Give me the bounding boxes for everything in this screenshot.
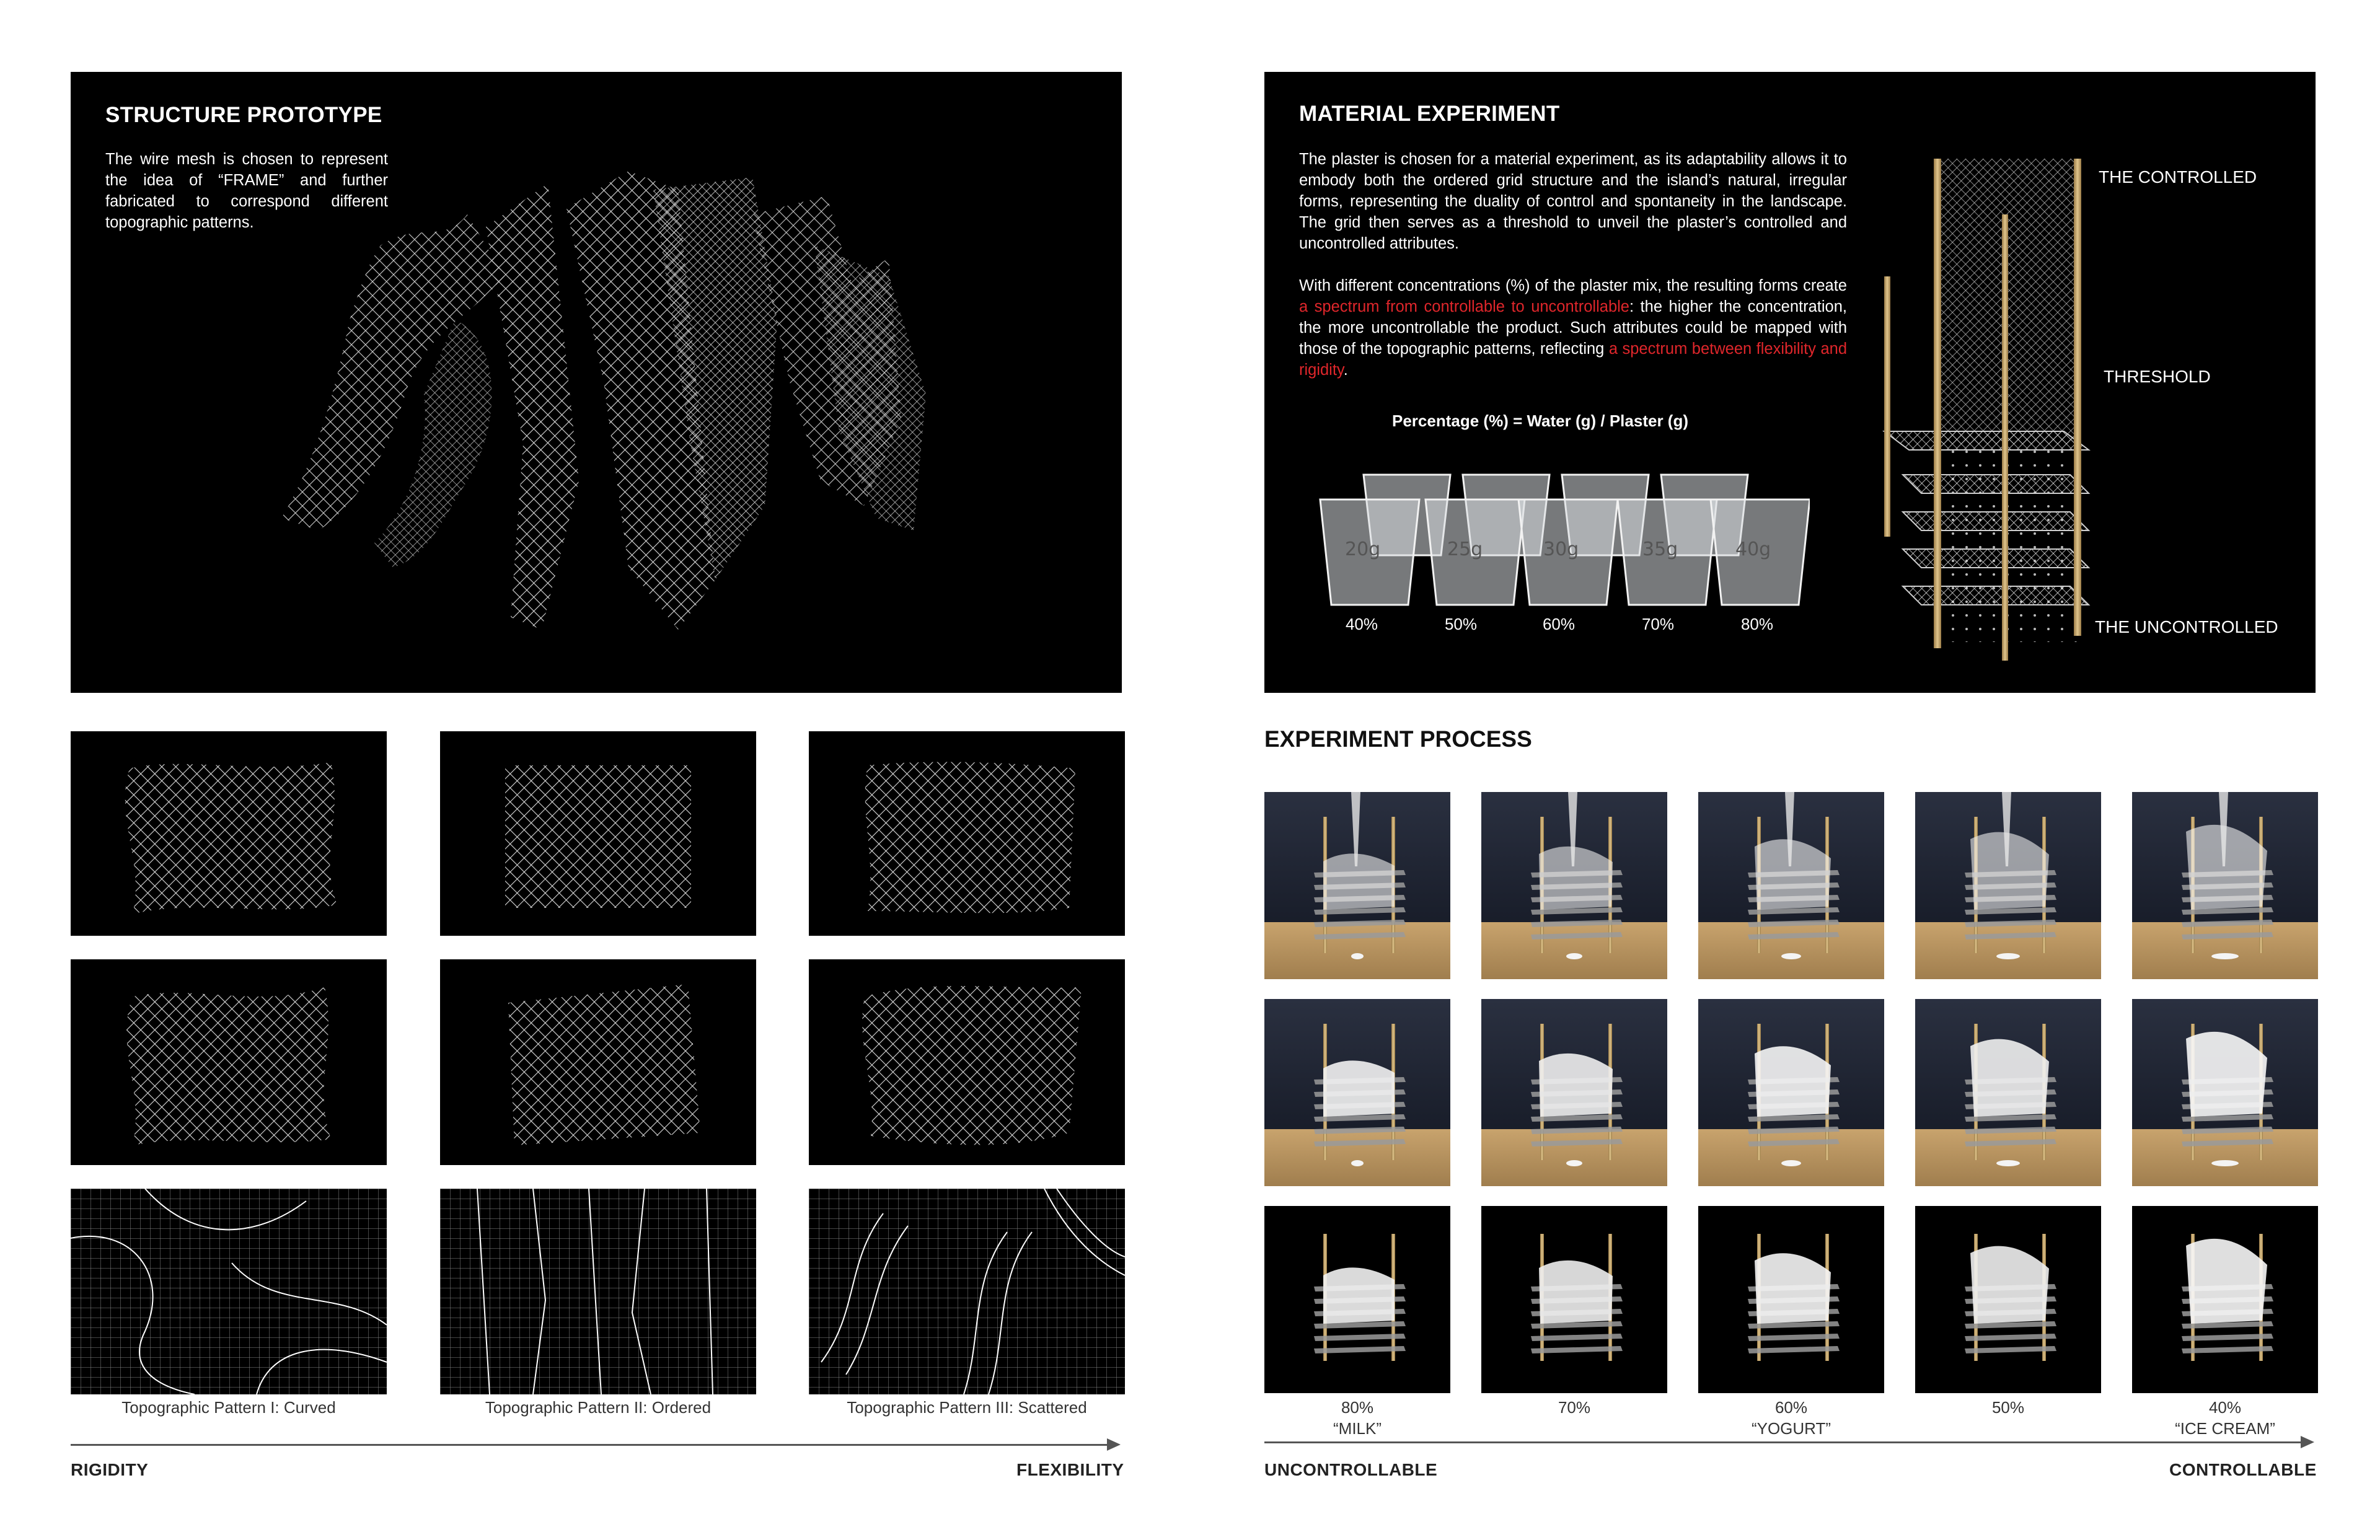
para2-text-c: . bbox=[1343, 361, 1348, 379]
cup-label-50: 50% bbox=[1444, 615, 1478, 633]
para2-text-a: With different concentrations (%) of the plaster mix, the resulting forms create bbox=[1299, 277, 1847, 294]
pattern-scattered-mesh-photo-2 bbox=[809, 959, 1125, 1165]
experiment-process-title: EXPERIMENT PROCESS bbox=[1264, 726, 1532, 752]
label-the-uncontrolled: THE UNCONTROLLED bbox=[2095, 617, 2278, 636]
pattern-ordered-mesh-photo-1 bbox=[440, 731, 756, 936]
uncontrollable-controllable-arrow bbox=[1264, 1441, 2312, 1443]
material-experiment-paragraph-2 bbox=[1299, 275, 1847, 381]
cup-mark-20g: 20g bbox=[1345, 539, 1381, 560]
cup-label-80: 80% bbox=[1740, 615, 1774, 633]
material-experiment-text bbox=[1299, 149, 1847, 402]
experiment-caption-pct-4: 50% bbox=[1991, 1398, 2025, 1417]
structure-prototype-panel bbox=[71, 72, 1122, 693]
para2-highlight-controllable: a spectrum from controllable to uncontrollable bbox=[1299, 298, 1629, 315]
cup-label-60: 60% bbox=[1542, 615, 1576, 633]
axis-label-flexibility: FLEXIBILITY bbox=[1016, 1460, 1124, 1479]
experiment-photo-r1-c2 bbox=[1481, 792, 1667, 979]
axis-label-uncontrollable: UNCONTROLLABLE bbox=[1264, 1460, 1438, 1479]
experiment-caption-pct-1: 80% bbox=[1341, 1398, 1374, 1417]
pattern-scattered-mesh-photo-1 bbox=[809, 731, 1125, 936]
experiment-caption-pct-5: 40% bbox=[2208, 1398, 2242, 1417]
cup-mark-25g: 25g bbox=[1447, 539, 1483, 560]
cup-mark-35g: 35g bbox=[1642, 539, 1678, 560]
experiment-photo-r2-c3 bbox=[1698, 999, 1884, 1186]
experiment-caption-name-1: “MILK” bbox=[1333, 1419, 1382, 1438]
material-experiment-title: MATERIAL EXPERIMENT bbox=[1299, 102, 1560, 126]
experiment-photo-r2-c4 bbox=[1915, 999, 2101, 1186]
pattern-caption-scattered: Topographic Pattern III: Scattered bbox=[847, 1398, 1087, 1417]
label-the-controlled: THE CONTROLLED bbox=[2099, 167, 2257, 187]
rigidity-flexibility-arrow bbox=[71, 1444, 1118, 1446]
experiment-photo-r1-c5 bbox=[2132, 792, 2318, 979]
cup-mark-30g: 30g bbox=[1543, 539, 1579, 560]
experiment-photo-r2-c1 bbox=[1264, 999, 1450, 1186]
experiment-photo-r3-c2 bbox=[1481, 1206, 1667, 1393]
experiment-caption-name-3: “YOGURT” bbox=[1751, 1419, 1831, 1438]
wire-mesh-sculpture-image bbox=[281, 134, 963, 679]
experiment-caption-pct-3: 60% bbox=[1774, 1398, 1808, 1417]
pattern-caption-ordered: Topographic Pattern II: Ordered bbox=[485, 1398, 712, 1417]
pattern-ordered-grid-drawing bbox=[440, 1189, 756, 1394]
structure-prototype-text: The wire mesh is chosen to represent the idea of “FRAME” and further fabricated to correspond different topographic patterns. bbox=[105, 151, 388, 231]
experiment-photo-r3-c1 bbox=[1264, 1206, 1450, 1393]
experiment-photo-r1-c1 bbox=[1264, 792, 1450, 979]
cup-label-70: 70% bbox=[1641, 615, 1675, 633]
para2-text-b: : the higher the concentration, the more uncontrollable the product. Such attributes could be mapped with those of the topographic patterns, reflecting bbox=[1299, 298, 1847, 358]
experiment-photo-r1-c3 bbox=[1698, 792, 1884, 979]
structure-prototype-title: STRUCTURE PROTOTYPE bbox=[105, 103, 382, 127]
percentage-formula: Percentage (%) = Water (g) / Plaster (g) bbox=[1392, 411, 1688, 430]
pattern-caption-curved: Topographic Pattern I: Curved bbox=[121, 1398, 336, 1417]
axis-label-rigidity: RIGIDITY bbox=[71, 1460, 149, 1479]
material-experiment-paragraph-1: The plaster is chosen for a material experiment, as its adaptability allows it to embody both the ordered grid structure and the island’s natural, irregular forms, representing the duality of control and spontaneity in the landscape. The grid then serves as a threshold to unveil the plaster’s controlled and uncontrolled attributes. bbox=[1299, 151, 1847, 252]
experiment-caption-pct-2: 70% bbox=[1558, 1398, 1591, 1417]
pattern-curved-mesh-photo-1 bbox=[71, 731, 387, 936]
cup-label-40: 40% bbox=[1345, 615, 1378, 633]
pattern-curved-grid-drawing bbox=[71, 1189, 387, 1394]
material-experiment-panel bbox=[1264, 72, 2316, 693]
axis-label-controllable: CONTROLLABLE bbox=[2169, 1460, 2317, 1479]
experiment-photo-r2-c5 bbox=[2132, 999, 2318, 1186]
grid-threshold-model-image bbox=[1878, 159, 2101, 704]
experiment-photo-r3-c4 bbox=[1915, 1206, 2101, 1393]
experiment-photo-r3-c3 bbox=[1698, 1206, 1884, 1393]
pattern-ordered-mesh-photo-2 bbox=[440, 959, 756, 1165]
cup-mark-40g: 40g bbox=[1735, 539, 1771, 560]
experiment-photo-r2-c2 bbox=[1481, 999, 1667, 1186]
pattern-scattered-grid-drawing bbox=[809, 1189, 1125, 1394]
experiment-caption-name-5: “ICE CREAM” bbox=[2175, 1419, 2275, 1438]
label-threshold: THRESHOLD bbox=[2104, 367, 2211, 386]
experiment-photo-r3-c5 bbox=[2132, 1206, 2318, 1393]
plaster-cups-image bbox=[1314, 462, 1810, 679]
para2-highlight-flexibility: a spectrum between flexibility and rigidity bbox=[1299, 340, 1848, 379]
pattern-curved-mesh-photo-2 bbox=[71, 959, 387, 1165]
experiment-photo-r1-c4 bbox=[1915, 792, 2101, 979]
